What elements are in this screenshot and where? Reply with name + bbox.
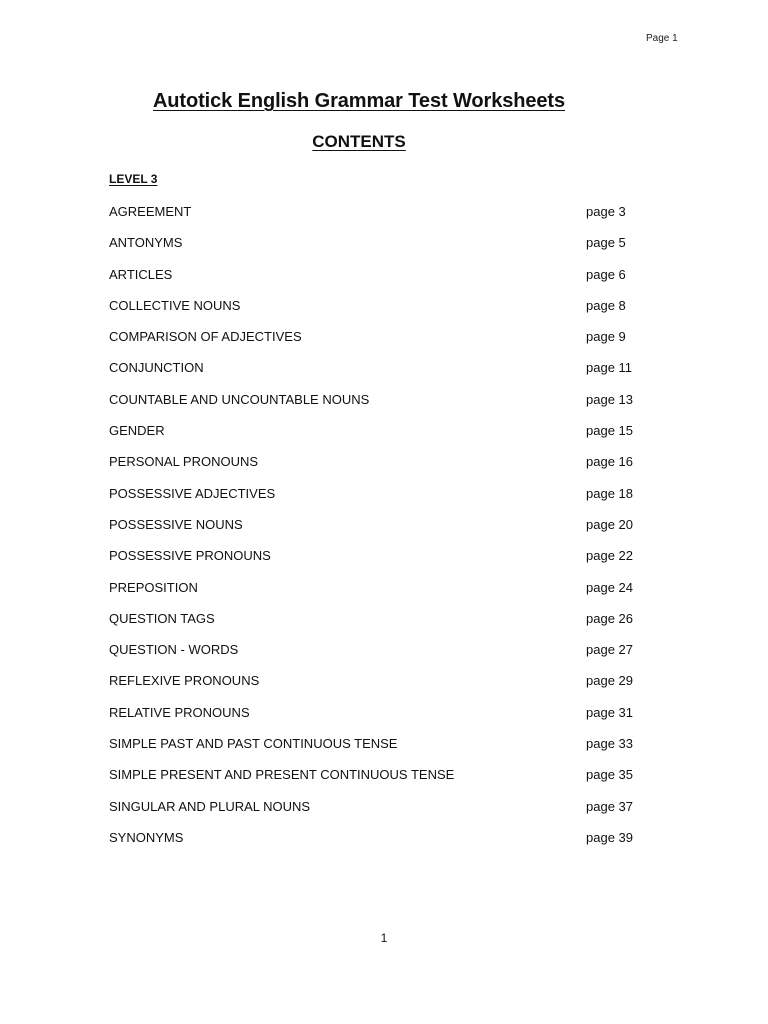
footer-page-number: 1 (380, 931, 388, 945)
toc-page-ref: page 39 (586, 829, 633, 845)
toc-row (109, 671, 669, 702)
toc-row (109, 358, 669, 389)
toc-topic: COUNTABLE AND UNCOUNTABLE NOUNS (109, 391, 370, 407)
toc-row (109, 421, 669, 452)
table-of-contents (109, 202, 669, 859)
toc-row (109, 484, 669, 515)
level-heading: LEVEL 3 (109, 172, 158, 186)
toc-topic: ARTICLES (109, 266, 173, 282)
toc-page-ref: page 13 (586, 391, 633, 407)
toc-row (109, 703, 669, 734)
toc-row (109, 390, 669, 421)
toc-row (109, 828, 669, 859)
toc-row (109, 797, 669, 828)
toc-page-ref: page 16 (586, 454, 633, 470)
toc-page-ref: page 24 (586, 579, 633, 595)
toc-topic: POSSESSIVE ADJECTIVES (109, 485, 276, 501)
toc-page-ref: page 3 (586, 204, 626, 219)
toc-page-ref: page 6 (586, 266, 626, 282)
toc-row (109, 452, 669, 483)
toc-topic: REFLEXIVE PRONOUNS (109, 673, 260, 689)
toc-topic: SYNONYMS (109, 829, 184, 845)
toc-page-ref: page 9 (586, 329, 626, 345)
toc-topic: AGREEMENT (109, 204, 192, 219)
toc-row (109, 734, 669, 765)
toc-page-ref: page 20 (586, 516, 633, 532)
toc-page-ref: page 15 (586, 423, 633, 439)
toc-page-ref: page 18 (586, 485, 633, 501)
toc-topic: ANTONYMS (109, 235, 183, 251)
toc-topic: CONJUNCTION (109, 360, 204, 376)
toc-row (109, 296, 669, 327)
toc-topic: COLLECTIVE NOUNS (109, 297, 241, 313)
toc-topic: COMPARISON OF ADJECTIVES (109, 329, 302, 345)
toc-row (109, 546, 669, 577)
toc-page-ref: page 11 (586, 360, 633, 376)
toc-page-ref: page 5 (586, 235, 626, 251)
page-label: Page 1 (646, 33, 678, 44)
toc-page-ref: page 29 (586, 673, 633, 689)
toc-row (109, 233, 669, 264)
toc-page-ref: page 33 (586, 736, 633, 752)
toc-topic: GENDER (109, 423, 165, 439)
contents-heading: CONTENTS (312, 132, 406, 151)
toc-topic: RELATIVE PRONOUNS (109, 704, 250, 720)
toc-page-ref: page 27 (586, 642, 633, 658)
toc-row (109, 515, 669, 546)
toc-row (109, 202, 669, 233)
toc-row (109, 265, 669, 296)
toc-page-ref: page 35 (586, 767, 633, 783)
toc-row (109, 640, 669, 671)
toc-page-ref: page 31 (586, 704, 633, 720)
toc-topic: POSSESSIVE PRONOUNS (109, 548, 271, 564)
toc-topic: SINGULAR AND PLURAL NOUNS (109, 798, 311, 814)
toc-topic: QUESTION TAGS (109, 610, 215, 626)
toc-page-ref: page 8 (586, 297, 626, 313)
toc-topic: SIMPLE PAST AND PAST CONTINUOUS TENSE (109, 736, 398, 752)
toc-row (109, 327, 669, 358)
toc-row (109, 609, 669, 640)
toc-row (109, 578, 669, 609)
document-title: Autotick English Grammar Test Worksheets (152, 90, 566, 112)
toc-page-ref: page 37 (586, 798, 633, 814)
toc-topic: QUESTION - WORDS (109, 642, 239, 658)
toc-topic: POSSESSIVE NOUNS (109, 516, 243, 532)
toc-topic: PERSONAL PRONOUNS (109, 454, 259, 470)
toc-topic: SIMPLE PRESENT AND PRESENT CONTINUOUS TENSE (109, 767, 455, 783)
toc-topic: PREPOSITION (109, 579, 198, 595)
toc-row (109, 765, 669, 796)
toc-page-ref: page 26 (586, 610, 633, 626)
toc-page-ref: page 22 (586, 548, 633, 564)
